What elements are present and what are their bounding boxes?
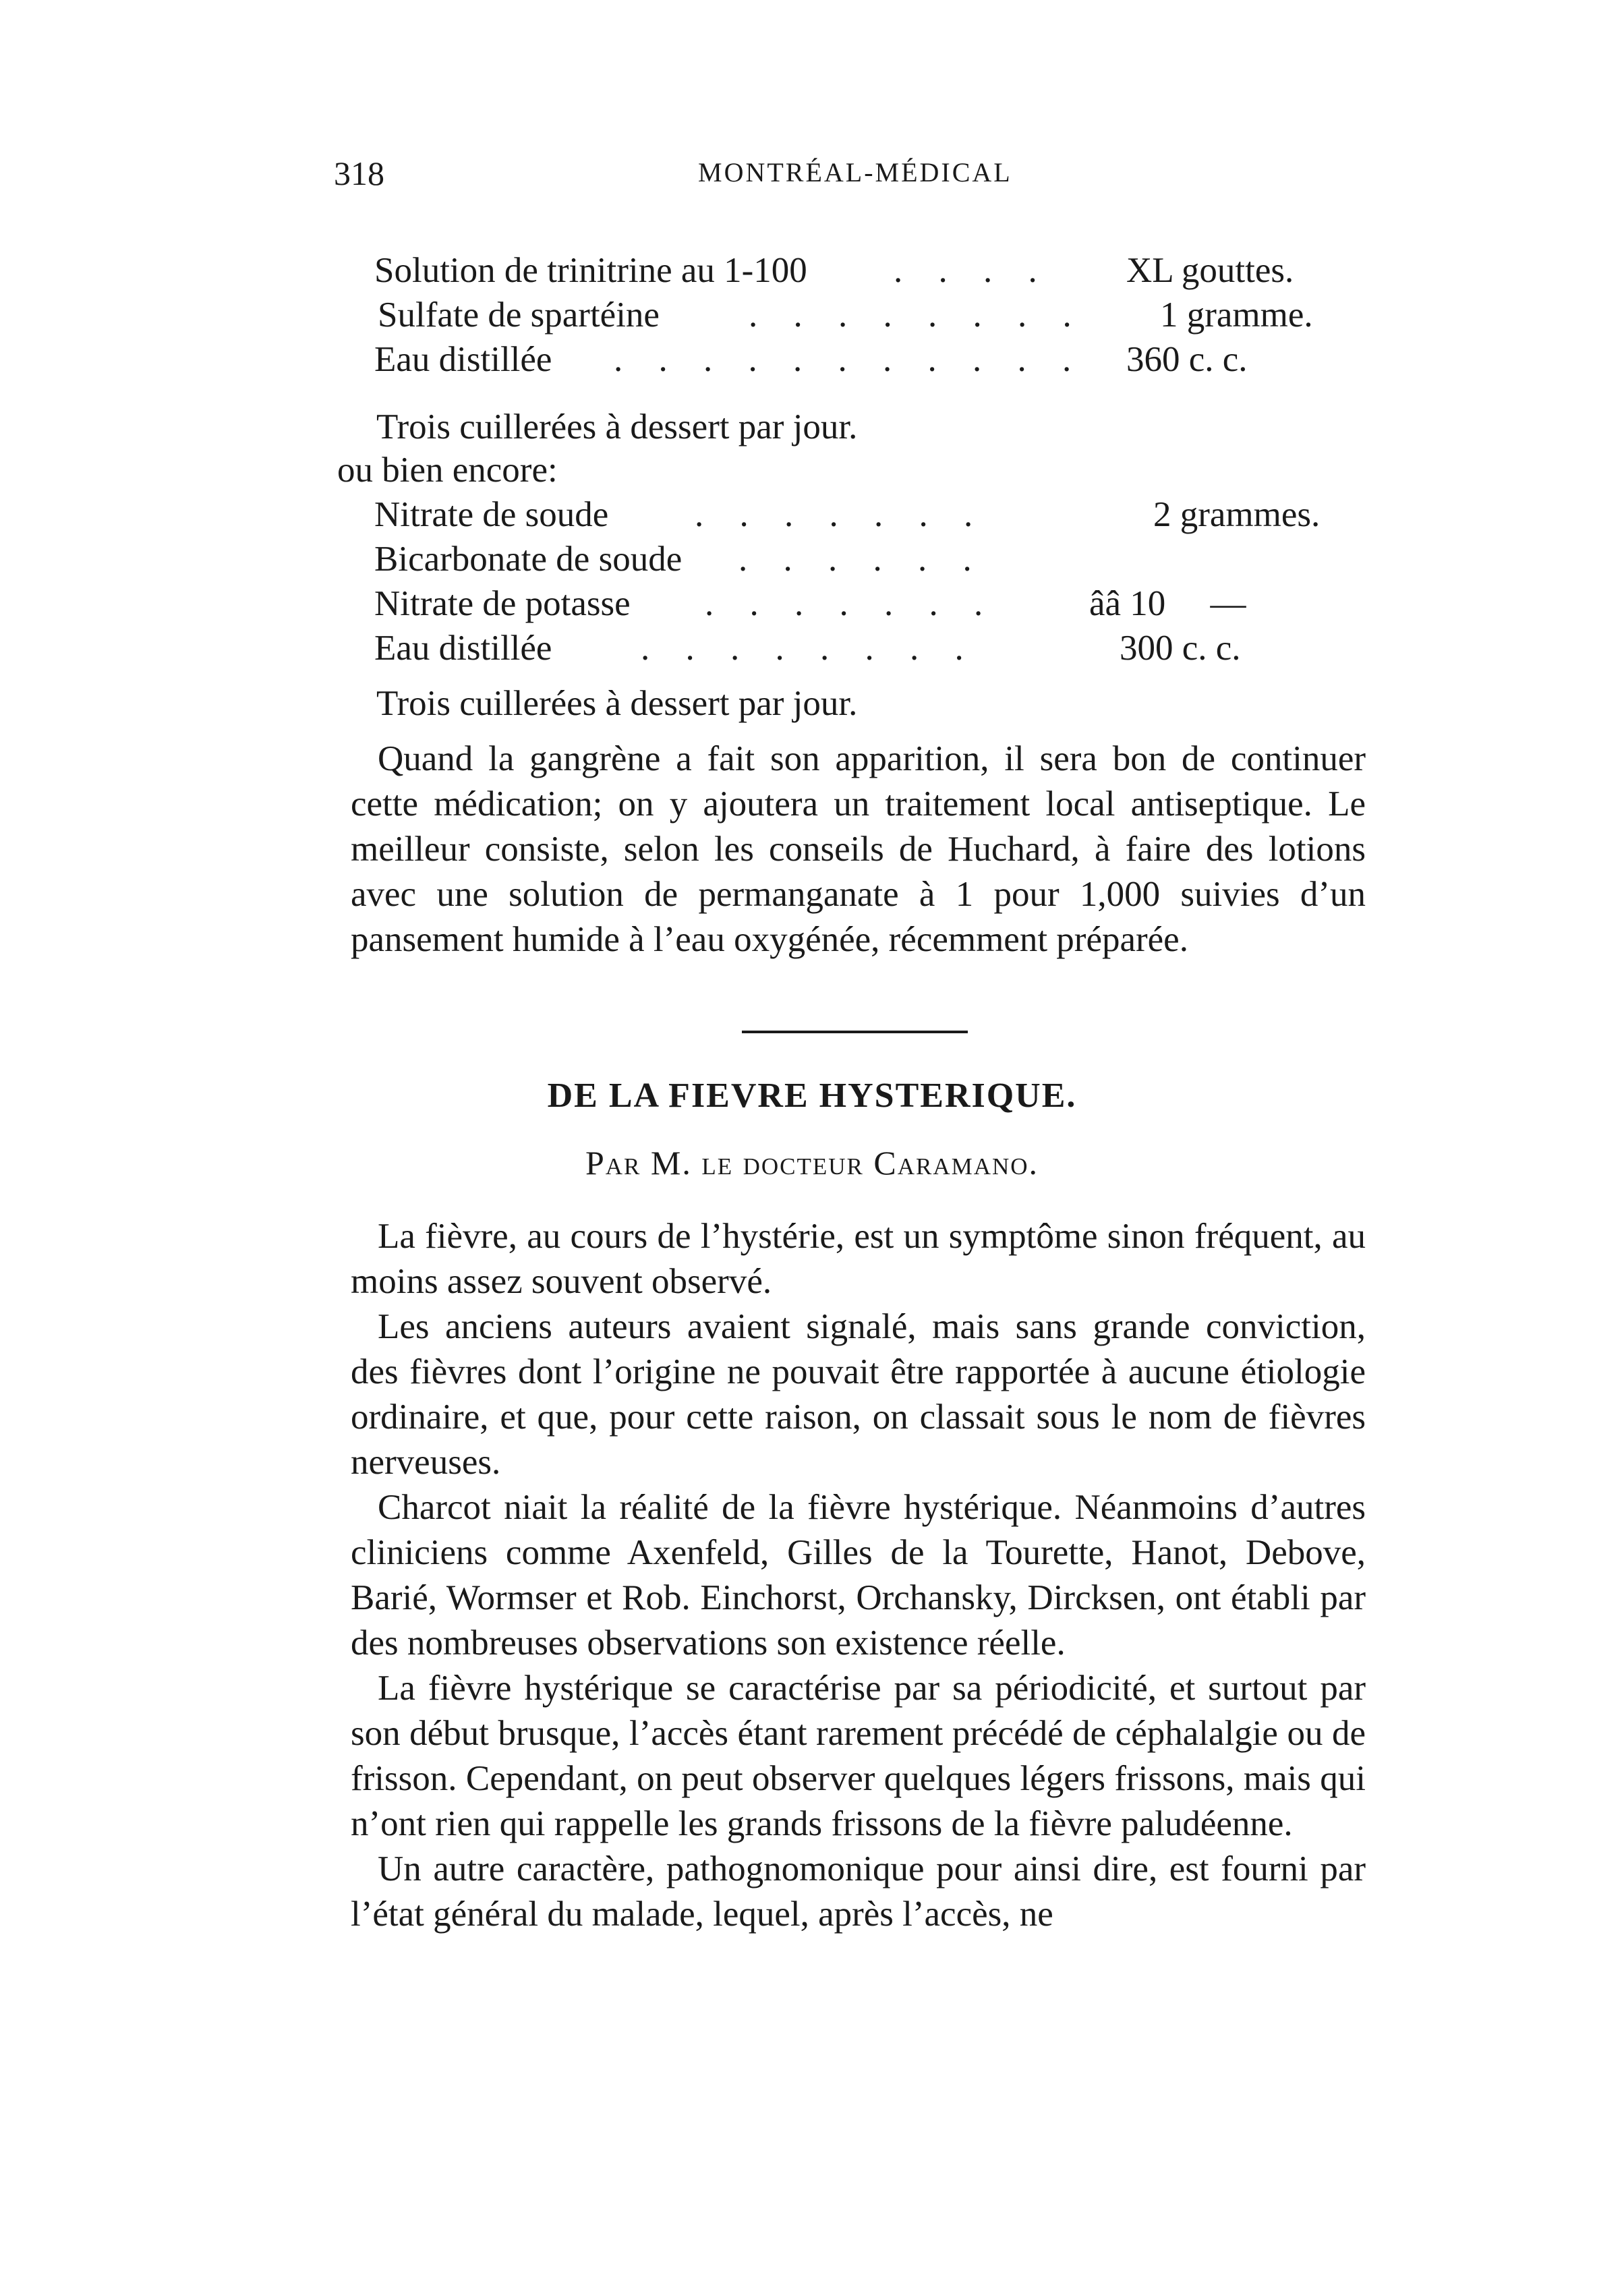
ingredient-name: Sulfate de spartéine: [378, 295, 660, 335]
article-paragraph: Charcot niait la réalité de la fièvre hystérique. Néanmoins d’autres cliniciens comme Axenfeld, Gilles de la Tourette, Hanot, Debove, Barié, Wormser et Rob. Einchorst, Orchansky, Dircksen, ont établi par des nombreuses observations son existence réelle.: [351, 1488, 1366, 1663]
ingredient-name: Eau distillée: [374, 629, 552, 668]
paragraph-text: Quand la gangrène a fait son apparition, il sera bon de continuer cette médication; on y ajoutera un traitement local antiseptique. Le meilleur consiste, selon les conseils de Huchard, à faire des lotions avec une solution de permanganate à 1 pour 1,000 suivies d’un pansement humide à l’eau oxygénée, récemment préparée.: [351, 739, 1366, 959]
article-paragraph: Les anciens auteurs avaient signalé, mais sans grande conviction, des fièvres dont l’origine ne pouvait être rapportée à aucune étiologie ordinaire, et que, pour cette raison, on classait sous le nom de fièvres nerveuses.: [351, 1307, 1366, 1482]
article-body: [351, 1214, 1366, 1937]
dot-leaders: . . . . . . . .: [749, 295, 1085, 335]
running-head: MONTRÉAL-MÉDICAL: [698, 157, 1012, 187]
recipe-line: [374, 293, 1366, 337]
article-paragraph: La fièvre, au cours de l’hystérie, est un symptôme sinon fréquent, au moins assez souvent observé.: [351, 1217, 1366, 1301]
article-title: DE LA FIEVRE HYSTERIQUE.: [547, 1076, 1077, 1115]
page-number: 318: [334, 154, 384, 192]
ingredient-quantity: 300 c. c.: [1120, 629, 1241, 668]
recipe-line: [374, 492, 1366, 537]
ingredient-quantity: ââ 10 —: [1089, 584, 1246, 623]
recipe-line: [374, 337, 1366, 382]
ingredient-name: Bicarbonate de soude: [374, 540, 683, 579]
gangrene-paragraph: [351, 737, 1366, 962]
dot-leaders: . . . . . . .: [705, 584, 997, 623]
alternative-intro: ou bien encore:: [337, 451, 558, 490]
dot-leaders: . . . .: [894, 251, 1051, 290]
ingredient-name: Solution de trinitrine au 1-100: [374, 251, 807, 290]
dot-leaders: . . . . . . .: [695, 495, 987, 534]
dosage-instruction: Trois cuillerées à dessert par jour.: [376, 407, 858, 446]
ingredient-name: Eau distillée: [374, 340, 552, 379]
recipe-line: [374, 537, 1366, 581]
ingredient-quantity: 2 grammes.: [1153, 495, 1321, 534]
dot-leaders: . . . . . .: [738, 540, 985, 579]
article-paragraph: La fièvre hystérique se caractérise par sa périodicité, et surtout par son début brusque, l’accès étant rarement précédé de céphalalgie ou de frisson. Cependant, on peut observer quelques légers frissons, mais qui n’ont rien qui rappelle les grands frissons de la fièvre paludéenne.: [351, 1669, 1366, 1843]
ingredient-name: Nitrate de potasse: [374, 584, 631, 623]
recipe-2: [374, 492, 1366, 670]
ingredient-quantity: XL gouttes.: [1126, 251, 1294, 290]
ingredient-quantity: 360 c. c.: [1126, 340, 1248, 379]
dot-leaders: . . . . . . . .: [641, 629, 977, 668]
recipe-1: [374, 248, 1366, 382]
recipe-line: [374, 248, 1366, 293]
recipe-line: [374, 626, 1366, 670]
page-header: [334, 154, 1372, 201]
ingredient-name: Nitrate de soude: [374, 495, 609, 534]
article-paragraph: Un autre caractère, pathognomonique pour ainsi dire, est fourni par l’état général du malade, lequel, après l’accès, ne: [351, 1849, 1366, 1934]
ingredient-quantity: 1 gramme.: [1160, 295, 1313, 335]
dot-leaders: . . . . . . . . . . .: [614, 340, 1085, 379]
article-byline: Par M. le docteur Caramano.: [585, 1144, 1039, 1182]
section-divider: [742, 1031, 968, 1033]
dosage-instruction: Trois cuillerées à dessert par jour.: [376, 684, 858, 723]
recipe-line: [374, 581, 1366, 626]
